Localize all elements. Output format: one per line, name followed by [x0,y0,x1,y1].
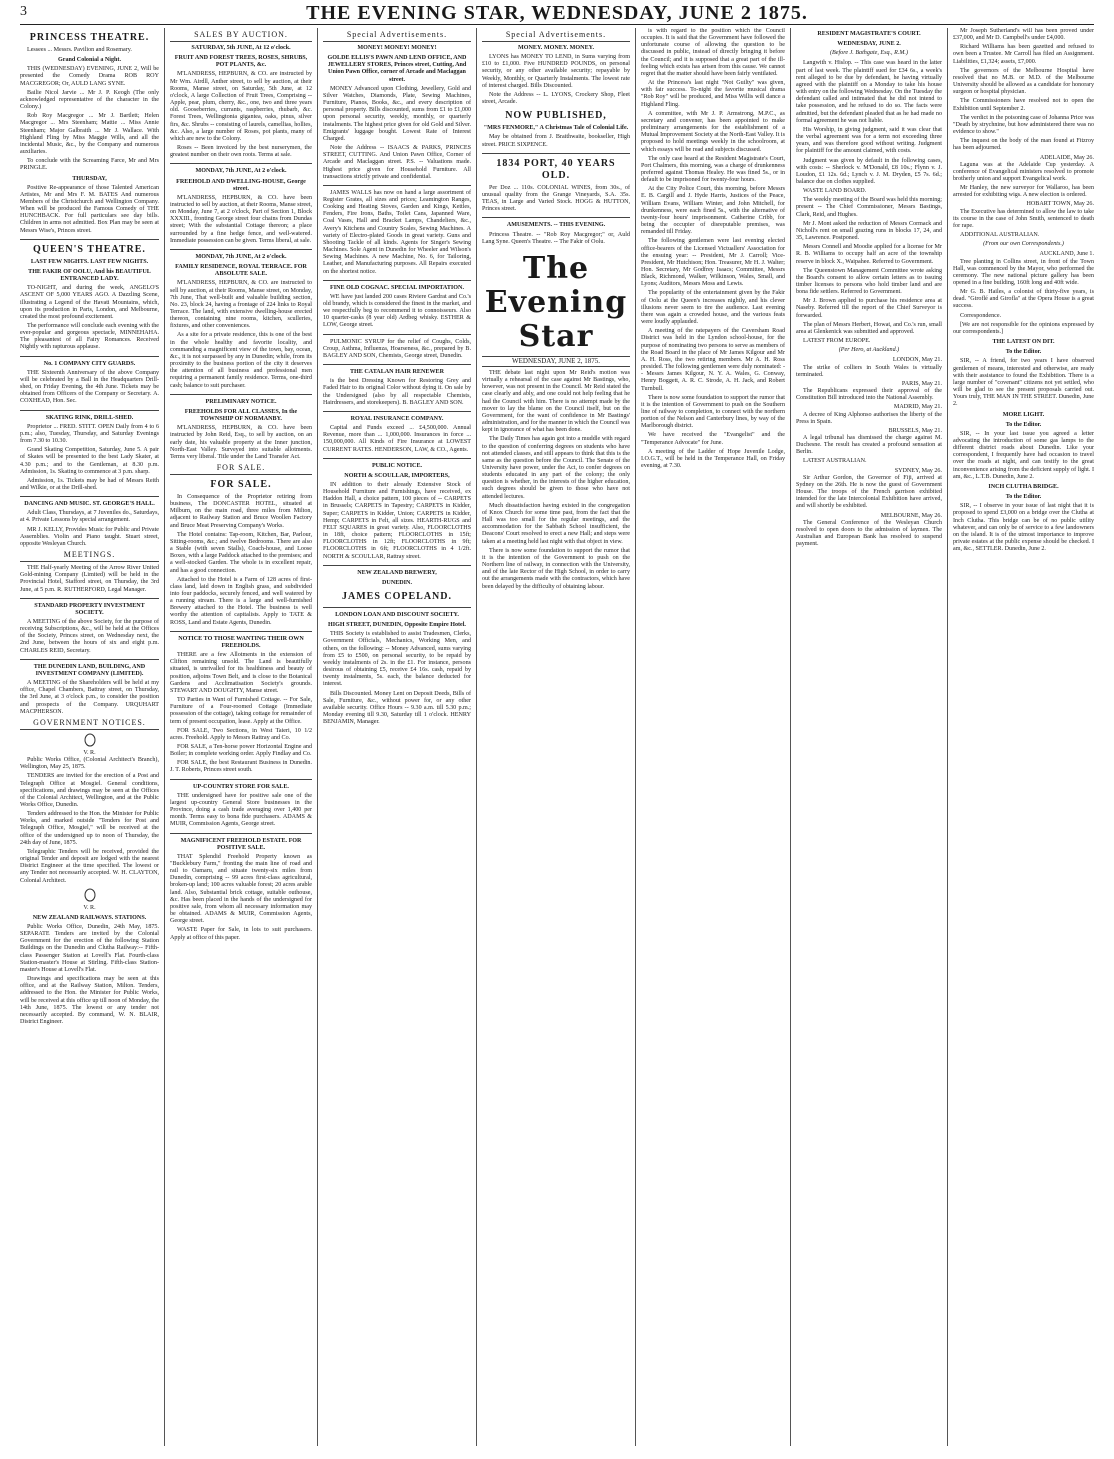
paragraph: Messrs Connell and Moodie applied for a license for Mr R. B. Williams to occupy half an acre of the township reserve in block X., Waipahee. Referred to Government. [796,244,942,265]
paragraph: M'LANDRESS, HEPBURN, & CO. are instructed to sell by auction, at their Rooms, Manse street, on Monday, 7th June, That well-built and valuable building section, No. 23, block 24, having a frontage of 224 links to Royal Terrace. The land, with extensive dwelling-house erected thereon, containing nine rooms, kitchen, sculleries, fixtures, and other conveniences. [170,280,312,330]
paragraph: LATEST FROM EUROPE. [803,338,871,345]
paragraph: Judgment was given by default in the following cases, with costs: -- Sherlock v. M'Donald, £8 10s.; Flynn v. J. Loudon, £1 12s. 6d.; Lynch v. J. M. Dryden, £5 7s. 6d.; balance due on clothes supplied. [796,157,942,185]
paragraph: Telegraphic Tenders will be received, provided the original Tender and deposit are lodged with the nearest District Engineer at the time specified. The lowest or any Tender not necessarily accepted. W. H. CLAYTON, Colonial Architect. [20,848,159,884]
headline: NEW ZEALAND RAILWAYS. STATIONS. [32,914,147,921]
paragraph: LYONS has MONEY TO LEND, in Sums varying from £10 to £1,000. Five HUNDRED POUNDS, on personal security, or any other available security; repayable by Weekly, Monthly, or Quarterly Instalments. The lowest rate of interest charged. Bills Discounted. [482,54,630,89]
paragraph: THE Half-yearly Meeting of the Arrow River United Gold-mining Company (Limited) will be held in the Provincial Hotel, Stafford street, on Thursday, the 3rd June, at 5 p.m. R. RUTHERFORD, Legal Manager. [20,565,159,593]
paragraph: At the City Police Court, this morning, before Messrs E. B. Cargill and J. Hyde Harris, Justices of the Peace, William Evans, William Winter, and John Mitchell, for drunkenness, were each fined 5s., with the alternative of twenty-four hours' imprisonment. Catherine Cribb, for being the occupier of disreputable premises, was remanded till Friday. [641,186,785,236]
column-divider [317,28,318,1446]
paragraph: IN addition to their already Extensive Stock of Household Furniture and Furnishings, have received, ex Haddon Hall, a choice pattern, 100 pieces of -- CARPETS in Brussels; CARPETS in Tapestry; CARPETS in Kidder, Super; CARPETS in Kidder, Union; CARPETS in Kidder, Hemp; CARPETS in Felt, all sizes. HEARTH-RUGS and FELT SQUARES in great variety. Also, FLOORCLOTHS in 18ft, choice pattern; FLOORCLOTHS in 15ft; FLOORCLOTHS in 12ft; FLOORCLOTHS in 9ft; FLOORCLOTHS in 6ft; FLOORCLOTHS in 4 1/2ft. NORTH & SCOULLAR, Rattray street. [323,481,471,560]
headline: ROYAL INSURANCE COMPANY. [350,415,444,422]
paragraph: JAMES WALLS has now on hand a large assortment of Register Grates, all sizes and prices; Leamington Ranges, Cooking and Heating Stoves, Garden and Kings, Kettles, Fenders, Fire Irons, Baths, Toilet Cans, Japanned Ware, Coal Vases, Hall and Bracket Lamps, Chandeliers, &c., Avery's Kitchens and Country Scales, Sewing Machines. A variety of Electro-plated Goods in great variety. Guns and Shooting Tackle of all kinds. Agents for Singer's Sewing Machines. Sole Agent in Dunedin for Wheeler and Wilson's Sewing Machines. A new Machine, No. 6, for Tailoring, Leather, and Manufacturing purposes. All Repairs executed on the shortest notice. [323,189,471,275]
paragraph: The only case heard at the Resident Magistrate's Court, Port Chalmers, this morning, was a charge of drunkenness preferred against Thomas Healey. He was fined 5s., or in default to be imprisoned for twenty-four hours. [641,155,785,184]
centered-line: LAST FEW NIGHTS. LAST FEW NIGHTS. [30,258,149,265]
crest-icon [79,733,101,747]
section-banner: MEETINGS. [20,550,159,562]
column-divider [635,28,636,1446]
paragraph: FOR SALE, a Ten-horse power Horizontal Engine and Boiler; in complete working order. Apply Findlay and Co. [170,743,312,758]
centered-line: THURSDAY, [72,175,107,182]
rule-divider [20,496,159,497]
rule-divider [323,607,471,608]
column-divider [947,28,948,1446]
paragraph: SIR, -- I observe in your issue of last night that it is proposed to spend £3,000 on a bridge over the Clutha at Inch Clutha. This bridge can be of no public utility whatever, and can only be of service to a few landowners on the island. It is of the utmost importance to improve private estates at the public expense should be checked. I am, &c., SETTLER. Dunedin, June 2. [953,503,1094,553]
paragraph: We have received the "Evangelist" and the "Temperance Advocate" for June. [641,432,785,446]
section-heading: 1834 PORT, 40 YEARS OLD. [496,157,616,181]
centered-line: SATURDAY, 5th JUNE, At 12 o'clock. [191,45,291,51]
paragraph: Sir Arthur Gordon, the Governor of Fiji, arrived at Sydney on the 26th. He is now the guest of Government House. The troops of the French garrison exhibited intended for the late Intercolonial Exhibition have arrived, and will shortly be exhibited. [796,474,942,510]
paragraph: There is now some foundation to support the rumor that it is the intention of the Government to push on the Northern line of railway, in connection with the University, and of the late Rector of the High School, in order to carry out the arrangements made with the contractors, which have been delayed by the difficulty of obtaining labour. [482,547,630,590]
paragraph: LATEST AUSTRALIAN. [803,458,867,465]
paragraph: Capital and Funds exceed ... £4,500,000. Annual Revenue, more than ... 1,000,000. Insurances in force ... 150,000,000. All Kinds of Fire Insurance at LOWEST CURRENT RATES. HENDERSON, LAW, & CO., Agents. [323,425,471,453]
royal-arms-letters: V. R. [83,749,96,756]
column-5 [641,28,785,1446]
paragraph: Mr G. B. Hailes, a colonist of thirty-five years, is dead. "Giroflé and Girofla" at the Opera House is a great success. [953,289,1094,310]
newspaper-title: THE EVENING STAR, WEDNESDAY, JUNE 2 1875. [306,2,808,24]
centered-line: MONDAY, 7th JUNE, At 2 o'clock. [195,168,287,175]
headline: THE DUNEDIN LAND, BUILDING, AND INVESTMENT COMPANY (LIMITED). [33,663,146,677]
rule-divider [170,833,312,834]
headline: LONDON LOAN AND DISCOUNT SOCIETY. [335,612,459,618]
issue-date: WEDNESDAY, JUNE 2, 1875. [482,356,630,367]
section-banner: FOR SALE. [170,463,312,475]
paragraph: In Consequence of the Proprietor retiring from business, The DONCASTER HOTEL, situated at Milburn, on the main road, three miles from Milton, adjacent to Railway Station and Bruce Woollen Factory and Bruce Meat Preserving Company's Works. [170,493,312,529]
page-number: 3 [20,4,27,19]
paragraph: THIS (WEDNESDAY) EVENING, JUNE 2, Will be presented the Comedy Drama ROB ROY MACGREGOR; Or, AULD LANG SYNE. [20,66,159,87]
rule-divider [170,249,312,250]
paragraph: THE undersigned have for positive sale one of the largest up-country General Store businesses in the Province, doing a cash trade averaging over 1,400 per month. Terms easy to bona fide purchasers. ADAMS & MUIR, Commission Agents, George street. [170,792,312,828]
rule-divider [323,364,471,365]
rule-divider [170,163,312,164]
headline: FREEHOLD AND DWELLING-HOUSE, George street. [176,178,306,192]
section-banner: SALES BY AUCTION. [170,30,312,42]
headline: NEW ZEALAND BREWERY, [357,569,437,576]
paragraph: is with regard to the position which the Council occupies. It is said that the Government have followed the unfortunate course of allowing the question to be discussed in public, instead of directly bringing it before the Council; and it is supposed that a great part of the ill-feeling which exists has arisen from this cause. We cannot regret that the matter should have been fairly ventilated. [641,28,785,77]
headline: No. 1 COMPANY CITY GUARDS. [43,360,136,367]
headline: UP-COUNTRY STORE FOR SALE. [193,783,289,790]
centered-line: To the Editor. [1005,494,1042,501]
dateline-place: HOBART TOWN, May 26. [1026,201,1094,208]
column-3 [323,28,471,1446]
paragraph: Correspondence. [960,312,1002,319]
paragraph: Adult Class, Thursdays, at 7 Juveniles do., Saturdays, at 4. Private Lessons by special arrangement. [20,510,159,524]
paragraph: Richard Williams has been gazetted and refused to own been a Trustee. Mr Carroll has filed an Assignment. Liabilities, £1,324; assets, £7,000. [953,44,1094,65]
section-banner: GOVERNMENT NOTICES. [20,718,159,730]
column-6 [796,28,942,1446]
paragraph: Mr J. Brown applied to purchase his residence area at Naseby. Referred till the report of the Chief Surveyor is forwarded. [796,298,942,319]
paragraph: His Worship, in giving judgment, said it was clear that the verbal agreement was for a term not exceeding three years, and was therefore good without writing. Judgment for plaintiff for the amount claimed, with costs. [796,126,942,155]
paragraph: PULMONIC SYRUP for the relief of Coughs, Colds, Croup, Asthma, Influenza, Hoarseness, &c., prepared by B. BAGLEY AND SON, Chemists, George street, Dunedin. [323,338,471,359]
paragraph: Langwith v. Hislop. -- This case was heard in the latter part of last week. The plaintiff sued for £34 6s., a week's rent alleged to be due by defendant, he having virtually agreed with the plaintiff on a Monday to take his house with entry on the following Wednesday. On the Tuesday the defendant called and intimated that he did not intend to take possession, and he refused to do so. The facts were admitted, but the defendant pleaded that as he had made no formal agreement he was not liable. [796,60,942,124]
dateline-place: AUCKLAND, June 1. [1039,251,1094,258]
paragraph: TO Parties in Want of Furnished Cottage. -- For Sale, Furniture of a Four-roomed Cottage (Immediate possession of the cottage), taking cottage for remainder of term of present occupation, lease. Apply at the Office. [170,697,312,725]
paragraph: TENDERS are invited for the erection of a Post and Telegraph Office at Mosgiel. General conditions, specifications, and drawings may be seen at the Offices of the Colonial Architect, Wellington, and at the Public Works Office, Dunedin. [20,773,159,808]
paragraph: A committee, with Mr J. P. Armstrong, M.P.C., as secretary and convener, has been appointed to make preliminary arrangements for the establishment of a Mutual Improvement Society at the North-East Valley. It is proposed to hold meetings weekly in the schoolroom, at which essays will be read and subjects discussed. [641,110,785,153]
paragraph: The inquest on the body of the man found at Fitzroy has been adjourned. [953,138,1094,152]
headline: THE LATEST ON DIT. [992,339,1055,346]
section-banner: Special Advertisements. [323,30,471,42]
paragraph: Public Works Office, (Colonial Architect's Branch), Wellington, May 25, 1875. [20,757,159,771]
paragraph: The Commissioners have resolved not to open the Exhibition until September 2. [953,98,1094,112]
headline: STANDARD PROPERTY INVESTMENT SOCIETY. [34,602,145,616]
rule-divider [20,659,159,660]
paragraph: Positive Re-appearance of those Talented American Artistes, Mr and Mrs F. M. BATES And numerous Members of the Christchurch and Wellington Company. When will be produced the Famous Comedy of THE HUNCHBACK. For full particulars see day bills. Children in arms not admitted. Box Plan may be seen at Messrs Wise's, Princes street. [20,184,159,234]
paragraph: THIS Society is established to assist Tradesmen, Clerks, Government Officials, Mechanics, Working Men, and others, on the following: -- Money Advanced, sums varying from £5 to £500, on personal security, to be repaid by weekly instalments of 2s. in the £1. For instance, persons desirous of obtaining £5, receive £4 16s. cash, repaid by twenty instalments, 5s. each, the balance deducted for interest. [323,631,471,688]
paragraph: Tenders addressed to the Hon. the Minister for Public Works, and marked outside "Tenders for Post and Telegraph Office, Mosgiel," will be received at the office of the undersigned up to noon of Thursday, the 24th day of June, 1875. [20,811,159,846]
paragraph: Mr Hanley, the new surveyor for Wallaroo, has been arrested for exhibiting wigs. A new election is ordered. [953,185,1094,199]
column-7 [953,28,1094,1446]
column-4 [482,28,630,1446]
paragraph: M'LANDRESS, HEPBURN, & CO. have been instructed by John Reid, Esq., to sell by auction, on an early date, his valuable property at the Inner junction, North-East Valley. Surveyed into suitable allotments. Terms very liberal. Title under the Land Transfer Act. [170,425,312,460]
rule-divider [323,411,471,412]
paragraph: Princess Theatre. -- "Rob Roy Macgregor;" or, Auld Lang Syne. Queen's Theatre. -- The Fakir of Oolu. [482,231,630,245]
headline: RESIDENT MAGISTRATE'S COURT. [817,31,921,37]
paragraph: The General Conference of the Wesleyan Church resolved to open doors to the admission of laymen. The Australian and European Bank has resolved to suspend payment. [796,519,942,548]
paragraph: The strike of colliers in South Wales is virtually terminated. [796,364,942,378]
paragraph: WE have just landed 200 cases Riviere Gardrat and Co.'s old brandy, which is considered the finest in the market, and we respectfully beg to recommend it to connoisseurs. Also 10 quarter-casks (8 year old) Ardbeg whisky. ESTHER & LOW, George street. [323,293,471,329]
paragraph: is the best Dressing Known for Restoring Grey and Faded Hair to its original Color without dying it. On sale by the Undersigned (also by all respectable Chemists, Hairdressers, and storekeepers). B. BAGLEY AND SON. [323,378,471,406]
paragraph: WASTE Paper for Sale, in lots to suit purchasers. Apply at office of this paper. [170,927,312,941]
paragraph: M'LANDRESS, HEPBURN, & CO. have been instructed to sell by auction, at their Rooms, Manse street, on Monday, June 7, at 2 o'clock, Part of Section 1, Block XXXIII., fronting George street four chains from Dundas street; With the substantial Cottage thereon; a place surrounded by a fine hedge fence, and well-watered. Immediate possession can be given. Terms liberal, at sale. [170,194,312,244]
paragraph: THE debate last night upon Mr Reid's motion was virtually a rehearsal of the case against Mr Bastings, who, however, was not present in the Council. Mr Reid stated the case clearly and ably, and one could not help feeling that he had the Council with him. There is no attempt made by the mover to lay the blame on the Council itself, but on the Government, for the want of confidence in Mr Bastings' administration, and for the manner in which the Council was kept in ignorance of what has been done. [482,369,630,434]
paragraph: Proprietor ... FRED. STITT. OPEN Daily from 4 to 6 p.m.; also, Tuesday, Thursday, and Saturday Evenings from 7.30 to 10.30. [20,423,159,445]
paragraph: Rob Roy Macgregor ... Mr J. Bartlett; Helen Macgregor ... Mrs Steenham; Mattie ... Miss Annie Steenham; Major Galbraith ... Mr J. Wallace. With Highland Fling by Miss Maggie Wills, and all the incidental Music, &c., by the Company and numerous auxiliaries. [20,113,159,156]
rule-divider [170,394,312,395]
paragraph: A MEETING of the above Society, for the purpose of receiving Subscriptions, &c., will be held at the Offices of the Society, Princes street, on Wednesday next, the 2nd June, between the hours of six and eight p.m. CHARLES REID, Secretary. [20,619,159,654]
section-banner: Special Advertisements. [482,30,630,42]
paragraph: Drawings and specifications may be seen at this office, and at the Railway Station, Milton. Tenders, addressed to the Hon. the Minister for Public Works, will be received at this office up till noon of Monday, the 14th June, 1875. The lowest or any tender not necessarily accepted. By command, W. N. BLAIR, District Engineer. [20,976,159,1026]
masthead [20,2,1094,25]
headline: MONEY. MONEY. MONEY. [517,45,594,51]
subheading: (Per Hero, at Auckland.) [838,347,900,354]
paragraph: To conclude with the Screaming Farce, Mr and Mrs PRINGLE. [20,158,159,172]
rule-divider [20,239,159,240]
paragraph: THERE are a few Allotments in the extension of Clifton remaining unsold. The Land is beautifully situated, is unrivalled for its healthiness and beauty of position, adjoins Town Belt, and is close to the Botanical Gardens and Acclimatisation Society's grounds. STEWART AND DOUGHTY, Manse street. [170,652,312,694]
paragraph: Laguna was at the Adelaide Cup yesterday. A conference of Evangelical ministers resolved to promote brotherly union and support Evangelical work. [953,161,1094,182]
paragraph: TO-NIGHT, and during the week, ANGELO'S ASCENT OF 5,000 YEARS AGO. A Dazzling Scene, illustrating a Legend of the Havati Mountains, which, upon its production in Paris, London, and Melbourne, created the most profound excitement. [20,285,159,320]
paragraph: There is now some foundation to support the rumor that it is the intention of Government to push on the Southern line of railway to completion, to connect with the northern portion of the Nelson and Canterbury lines, by way of the Marlborough district. [641,394,785,430]
paragraph: The Executive has determined to allow the law to take its course in the case of John Smith, sentenced to death for rape. [953,208,1094,229]
headline: FAMILY RESIDENCE, ROYAL TERRACE. FOR ABSOLUTE SALE. [175,264,307,278]
crest-icon [79,888,101,902]
rule-divider [323,565,471,566]
paragraph: At the Princess's last night "Not Guilty" was given, with fair success. To-night the favorite musical drama "Rob Roy" will be produced, and Miss Willis will dance a Highland Fling. [641,80,785,108]
headline: SKATING RINK, DRILL-SHED. [45,414,134,421]
centered-line: To the Editor. [1005,421,1042,428]
paragraph: Roses -- Been invoiced by the best nurserymen, the greatest number on their own roots. Terms at sale. [170,145,312,159]
centered-line: Grand Colonial a Night. [58,57,121,64]
paragraph: Attached to the Hotel is a Farm of 128 acres of first-class land, laid down in English grass, and subdivided into four paddocks, securely fenced, and well watered by a running stream. There is a large and well-furnished Brewery attached to the Hotel. The business is well worthy the attention of capitalists. Apply to TATE & ROSS, Land and Estate Agents, Dunedin. [170,576,312,626]
paragraph: As a site for a private residence, this is one of the best in the whole healthy and favorite locality, and commanding a magnificent view of the town, bay, ocean, &c., it is not surpassed by any in Dunedin; while, from its proximity to the business portion of the city it deserves the attention of all business and professional men requiring a permanent family residence. Terms, one-third cash; balance to suit purchaser. [170,332,312,389]
paragraph: MR J. KELLY, Provides Music for Public and Private Assemblies. Violin and Piano taught. Stuart street, opposite Wesleyan Church. [20,526,159,547]
paragraph: FOR SALE, Two Sections, in West Taieri, 10 1/2 acres. Freehold. Apply to Messrs Rattray and Co. [170,727,312,741]
subheading: (Before J. Bathgate, Esq., R.M.) [830,50,908,57]
paragraph: Lessees ... Messrs. Pavilion and Rosemary. [27,47,132,53]
paragraph: Tree planting in Collins street, in front of the Town Hall, was commenced by the Mayor, who performed the ceremony. The new national picture gallery has been opened in a fine building, 160ft long and 40ft wide. [953,258,1094,286]
centered-line: To the Editor. [1005,349,1042,356]
column-divider [790,28,791,1446]
royal-arms [20,733,159,757]
headline: NORTH & SCOULLAR, IMPORTERS, [344,472,450,479]
paragraph: The Queenstown Management Committee wrote asking the Board's consent to allow certain letters as to issuing timber licenses to persons who hold timber land and are bona fide settlers. Referred to Government. [796,267,942,296]
paragraph: A meeting of the Ladder of Hope Juvenile Lodge, I.O.G.T., will be held in the Temperance Hall, on Friday evening, at 7.30. [641,448,785,470]
rule-divider [20,598,159,599]
paragraph: The weekly meeting of the Board was held this morning; present -- The Chief Commissioner, Messrs Bastings, Clark, Reid, and Hughes. [796,197,942,218]
paragraph: A legal tribunal has dismissed the charge against M. Duchesne. The result has created a profound sensation at Berlin. [796,434,942,456]
rule-divider [323,458,471,459]
rule-divider [323,185,471,186]
centered-line: DUNEDIN. [382,579,412,586]
paragraph: THE Sixteenth Anniversary of the above Company will be celebrated by a Ball in the Headquarters Drill-shed, on Friday Evening, the 4th June. Tickets may be obtained from Officers of the Company or Secretary. A. COXHEAD, Hon. Sec. [20,369,159,405]
headline: FRUIT AND FOREST TREES, ROSES, SHRUBS, POT PLANTS, &c. [174,55,308,69]
centered-line: THE FAKIR OF OOLU, And his BEAUTIFUL ENTRANCED LADY. [28,268,151,283]
rule-divider [482,153,630,154]
paragraph: Admission, 1s. Tickets may be had of Messrs Reith and Wilkie, or at the Drill-shed. [20,477,159,491]
rule-divider [20,356,159,357]
centered-line: "MRS FENMORE," A Christmas Tale of Colonial Life. [483,125,629,132]
paragraph: The Daily Times has again got into a muddle with regard to the question of conferring degrees on students who have not attended classes, and still appears to think that this is the same as the question before the Council. The Senate of the University have power, under the Act, to confer degrees on students educated in any part of the colony; the only question is whether, in the interests of the higher education, such degrees should be given to those who have not attended lectures. [482,436,630,500]
dateline-place: LONDON, May 21. [892,357,942,364]
paragraph: Public Works Office, Dunedin, 24th May, 1875. SEPARATE Tenders are invited by the Colonial Government for the erection of the following Station Buildings on the Dunedin and Clutha Railway:-- Fifth-class Passenger Station at Lovell's Flat. Fourth-class Station-master's House at Stirling. Fifth-class Station-master's House at Lovell's Flat. [20,924,159,973]
subheading: (From our own Correspondents.) [983,241,1064,248]
dateline-place: PARIS, May 21. [901,380,942,387]
paragraph: The plan of Messrs Herbert, Howat, and Co.'s run, small area at Glenkenick was submitted and approved. [796,321,942,335]
royal-arms [20,888,159,912]
headline: FREEHOLDS FOR ALL CLASSES, In the TOWNSHIP OF NORMANBY. [184,408,298,423]
rule-divider [323,334,471,335]
paragraph: The Hotel contains: Tap-room, Kitchen, Bar, Parlour, Sitting-rooms, &c.; and twelve Bedrooms. There are also a Stable (with seven Stalls), Coach-house, and Loose Boxes, with a large Paddock attached to the premises; and a well-stocked Garden. The whole is in excellent repair, and has a good connection. [170,531,312,574]
section-heading: FOR SALE. [210,478,272,490]
column-2 [170,28,312,1446]
rule-divider [170,779,312,780]
paragraph: The governors of the Melbourne Hospital have resolved that no M.B. or M.D. of the Melbourne University should be allowed as a candidate for honorary surgeon or hospital physician. [953,67,1094,96]
paragraph: Note the Address -- ISAACS & PARKS, PRINCES STREET, CUTTING. And Union Pawn Office, Corner of Arcade and Maclaggan street. P.S. -- Valuations made. Highest price given for Household Furniture. All transactions strictly private and confidential. [323,145,471,180]
rule-divider [323,280,471,281]
centered-line: PRELIMINARY NOTICE. [205,398,277,405]
section-heading: JAMES COPELAND. [341,591,452,602]
dateline-place: MADRID, May 21. [893,404,942,411]
paragraph: ADDITIONAL AUSTRALIAN. [960,232,1040,239]
headline: GOLDE ELLIS'S PAWN AND LEND OFFICE, AND JEWELLERY STORES, Princes street, Cutting, And Union Pawn Office, corner of Arcade and Maclaggan street. [327,55,467,83]
rule-divider [170,631,312,632]
paragraph: FOR SALE, the best Restaurant Business in Dunedin. J. T. Roberts, Princes street south. [170,760,312,774]
centered-line: MONDAY, 7th JUNE, At 2 o'clock. [195,253,287,260]
paragraph: A decree of King Alphonso authorises the liberty of the Press in Spain. [796,411,942,425]
paragraph: SIR, -- In your last issue you agreed a letter advocating the introduction of some gas lamps to the different district roads about Dunedin. Like your correspondent, I frequently have had occasion to travel over the roads at night, and can testify to the great inconvenience arising from the deficient supply of light. I am, &c., L.T.B. Dunedin, June 2. [953,430,1094,480]
dateline-place: BRUSSELS, May 21. [888,427,942,434]
dateline-place: MELBOURNE, May 26. [880,512,942,519]
royal-arms-letters: V. R. [83,904,96,911]
paragraph: A MEETING of the Shareholders will be held at my office, Chapel Chambers, Battray street, on Thursday, the 3rd June, at 3 o'clock p.m., to consider the position and prospects of the Company. URQUHART MACPHERSON. [20,680,159,715]
centered-line: PUBLIC NOTICE. [371,462,423,469]
headline: MONEY! MONEY! MONEY! [357,45,437,51]
paragraph: Bailie Nicol Jarvie ... Mr J. P. Keogh (The only acknowledged representative of the character in the Colony.) [20,89,159,111]
headline: NOTICE TO THOSE WANTING THEIR OWN FREEHOLDS. [178,635,304,649]
paragraph: Mr Joseph Sutherland's will has been proved under £37,000, and Mr D. Campbell's under £4,000. [953,28,1094,42]
paragraph: M'LANDRESS, HEPBURN, & CO. are instructed by Mr Wm. Airdll, Anther street, to sell by auction, at their Rooms, Manse street, on Saturday, 5th June, at 12 o'clock, A large Collection of Fruit Trees, Comprising -- Apple, pear, plum, cherry, &c., one, two and three years old. Gooseberries, currants, raspberries, rhubarb, &c. Forest Trees, Wellingtonia gigantea, oaks, pinus, silver firs, &c. Shrubs -- consisting of laurels, camellias, hollies, &c. Also, a large number of Roses, pot plants, many of which are new to the Colony. [170,71,312,142]
rule-divider [482,217,630,218]
centered-line: WEDNESDAY, JUNE 2. [837,41,901,48]
centered-line: AMUSEMENTS. -- THIS EVENING. [506,222,606,229]
section-heading: NOW PUBLISHED, [505,110,607,122]
paragraph: MONEY Advanced upon Clothing, Jewellery, Gold and Silver Watches, Diamonds, Plate, Sewing Machines, Furniture, Pianos, Books, &c., and every description of personal property. Bills discounted, sums from £1 to £1,000 upon personal security, weekly, monthly, or quarterly instalments. The highest price given for old Gold and Silver. Emigrants' luggage bought. Lowest Rate of Interest Charged. [323,85,471,142]
paragraph: Bills Discounted. Money Lent on Deposit Deeds, Bills of Sale, Furniture, &c., without power for, or any other available security. Office Hours -- 9.30 a.m. till 5.30 p.m.; Monday evening till 9.30, Saturday till 1 o'clock. HENRY BENJAMIN, Manager. [323,690,471,726]
paragraph: Note the Address -- L. LYONS, Crockery Shop, Fleet street, Arcade. [482,91,630,106]
headline: INCH CLUTHA BRIDGE. [988,483,1059,490]
paragraph: The popularity of the entertainment given by the Fakir of Oolu at the Queen's increases nightly, and his clever illusions never seem to tire the audience. Last evening there was again a crowded house, and the various feats were loudly applauded. [641,290,785,326]
paragraph: Grand Skating Competition, Saturday, June 5. A pair of Skates will be presented to the best Lady Skater, at 4.30 p.m.; and to the Gentleman, at 8.30 p.m. Admission, 1s. Skating to commence at 3 p.m. sharp. [20,447,159,475]
section-heading: PRINCESS THEATRE. [29,32,150,43]
dateline-place: SYDNEY, May 26. [894,467,942,474]
paragraph: The following gentlemen were last evening elected office-bearers of the Licensed Victuallers' Association for the ensuing year: -- President, Mr J. Carroll; Vice-President, Mr Hutchison; Hon. Treasurer, Mr H. J. Walter; Hon. Secretary, Mr Godfrey Isaacs; Committee, Messrs Black, Richmond, Walker, Wilkinson, Wales, Small, and Lyons; Auditors, Messrs Moss and Lewis. [641,238,785,288]
paragraph: The Republicans expressed their approval of the Constitution Bill introduced into the National Assembly. [796,388,942,402]
paragraph: The performance will conclude each evening with the ever-popular and gorgeous spectacle, MINNEHAHA. The pleasantest of all Fairy Romances. Received Nightly with rapturous applause. [20,323,159,351]
column-divider [476,28,477,1446]
paragraph: The verdict in the poisoning case of Johanna Price was "Death by strychnine, but how administered there was no evidence to show." [953,114,1094,136]
headline: THE CATALAN HAIR RENEWER [349,369,445,376]
paragraph: WASTE LAND BOARD. [803,188,867,195]
paragraph: May be obtained from J. Braithwaite, bookseller, High street. PRICE SIXPENCE. [482,134,630,148]
dateline-place: ADELAIDE, May 26. [1039,154,1094,161]
newspaper-nameplate: The Evening Star [484,250,628,354]
column-1 [20,28,159,1446]
paragraph: SIR, -- A friend, for two years I have observed gentlemen of means, interested and otherwise, are ready with their assistance to found the Exhibition. There is a large number of "covenant" citizens not yet settled, who will be glad to see the present proposals carried out. Yours truly, THE MAN IN THE STREET. Dunedin, June 2. [953,358,1094,408]
column-divider [164,28,165,1446]
paragraph: [We are not responsible for the opinions expressed by our correspondents.] [953,321,1094,335]
centered-line: HIGH STREET, DUNEDIN, Opposite Empire Hotel. [328,622,466,629]
rule-divider [20,410,159,411]
paragraph: A meeting of the ratepayers of the Caversham Road District was held in the Lyndon school-house, for the purpose of nominating two persons to serve as members of the Road Board in the place of Mr James Kilgour and Mr A. H. Ross, the two retiring members. Mr A. H. Ross presided. The following gentlemen were duly nominated: -- Messrs James Kilgour, N. Y. A. Wales, G. Conway, Henry Boggett, A. R. C. Strode, A. H. Jack, and Robert Turnbull. [641,328,785,392]
paragraph: THAT Splendid Freehold Property known as "Bucklebury Farm," fronting the main line of road and rail to Oamaru, and situate twenty-six miles from Dunedin, comprising -- 99 acres first-class agricultural, broken-up land; 100 acres valuable forest; 20 acres arable land. Also, Substantial brick cottage, suitable outhouse, &c. Has been placed in the hands of the undersigned for positive sale, from whom all necessary information may be obtained. ADAMS & MUIR, Commission Agents, George street. [170,853,312,925]
headline: MORE LIGHT. [1002,411,1045,418]
paragraph: Much dissatisfaction having existed in the congregation of Knox Church for some time past, from the fact that the Hall was too small for the regular meetings, and the accommodation for the Sabbath School insufficient, the Deacons' Court resolved to erect a new Hall; and steps were taken at a meeting held last night with that object in view. [482,502,630,545]
headline: FINE OLD COGNAC. SPECIAL IMPORTATION. [330,284,464,291]
headline: MAGNIFICENT FREEHOLD ESTATE. FOR POSITIVE SALE. [180,837,302,851]
paragraph: Mr J. Mont asked the reduction of Messrs Cormack and Nicholl's rent on small grazing runs in blocks 17, 24, and 35, Lawrence. Postponed. [796,220,942,242]
section-heading: QUEEN'S THEATRE. [33,243,146,255]
headline: DANCING AND MUSIC. ST. GEORGE'S HALL. [24,501,155,508]
paragraph: Per Doz ... 110s. COLONIAL WINES, from 30s., of unusual quality from the Grange Vineyards, S.A. 35s. TEAS, in Large and Varied Stock. HOGG & HUTTON, Princes street. [482,184,630,213]
